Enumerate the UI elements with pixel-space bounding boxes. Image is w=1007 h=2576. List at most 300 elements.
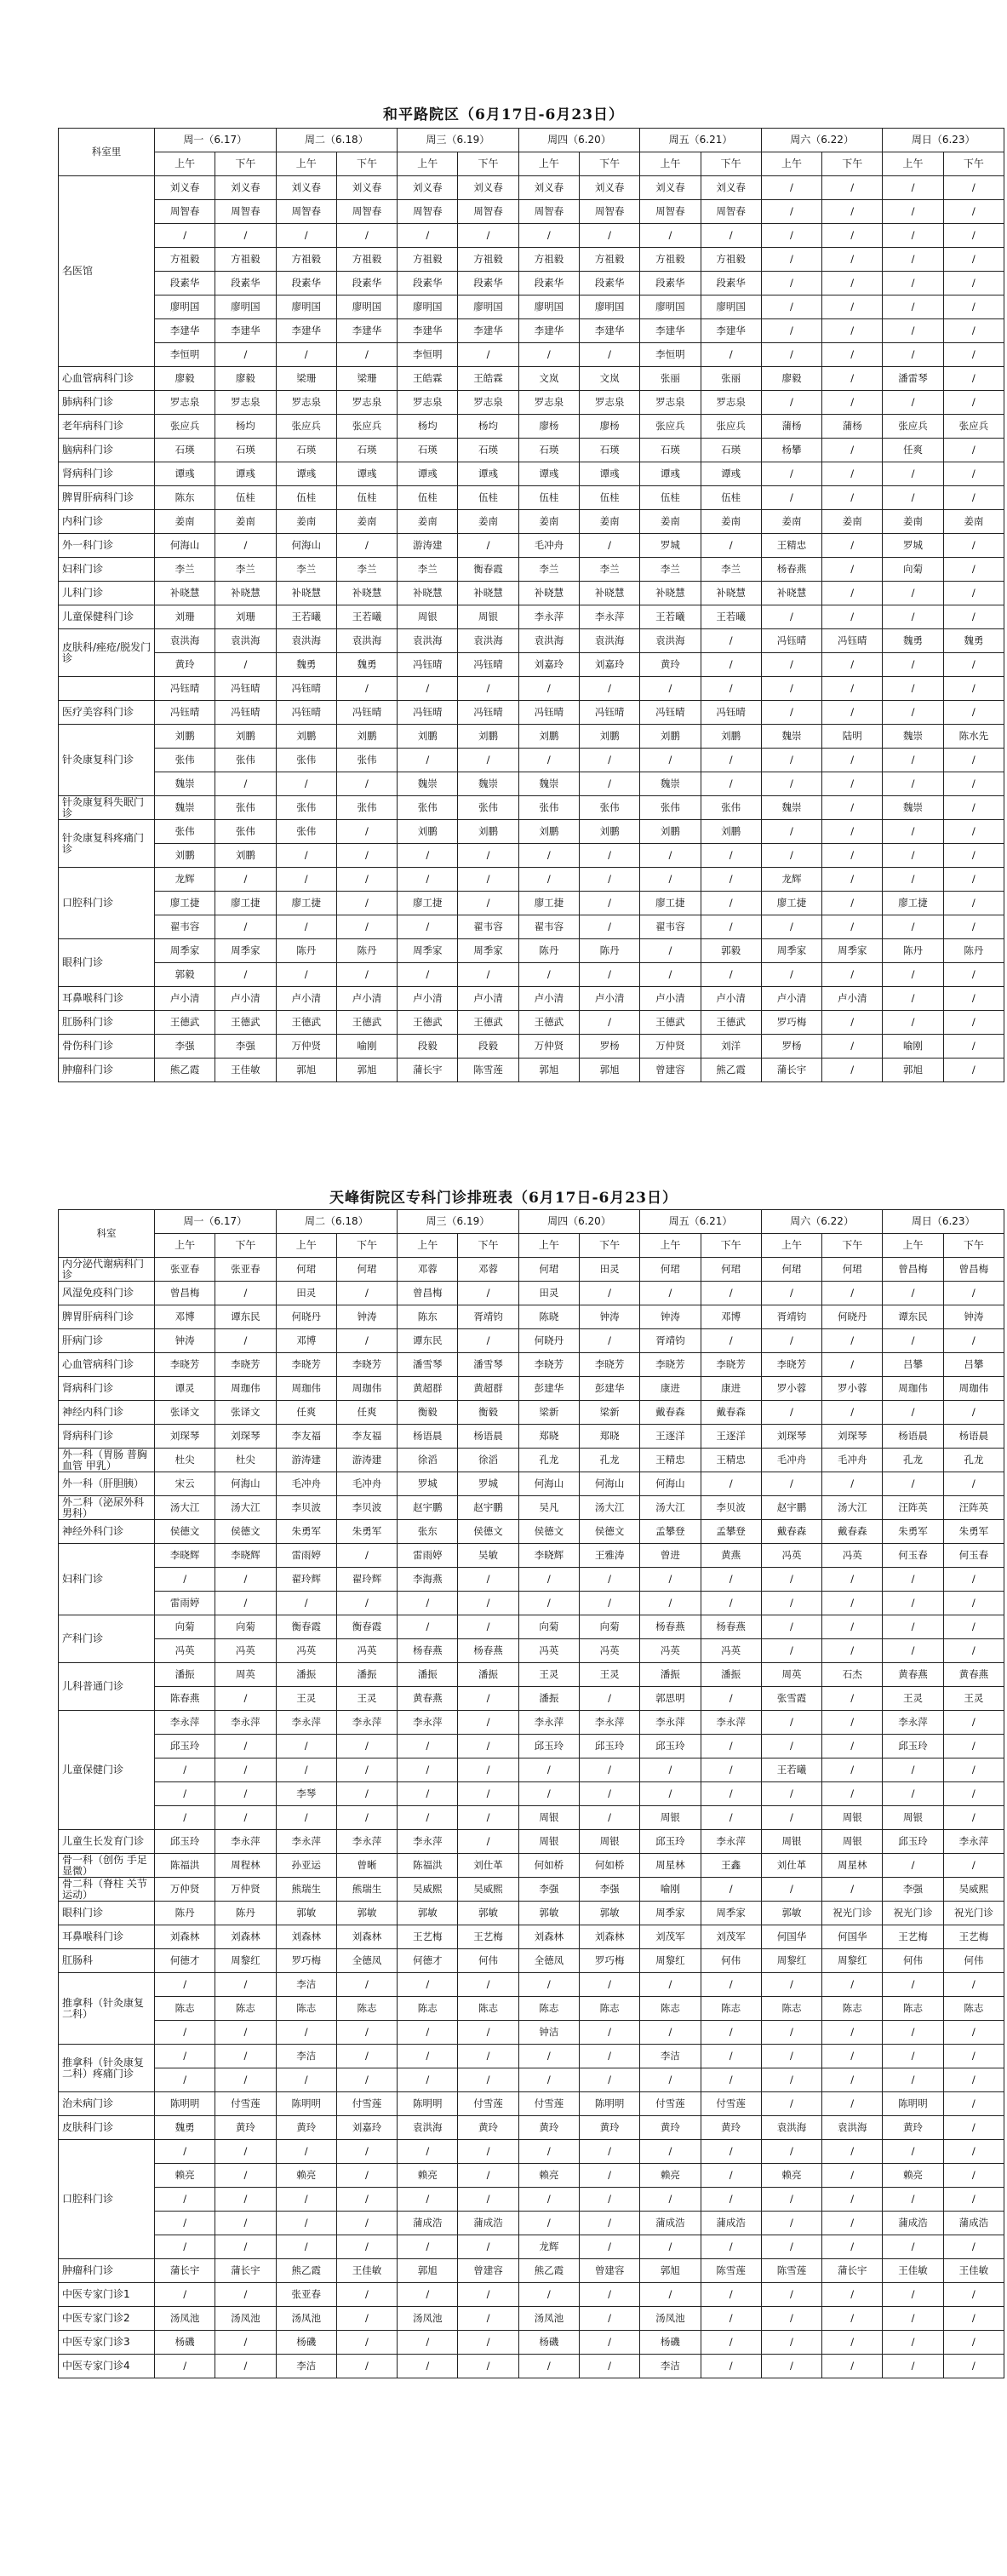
doctor-cell: /: [822, 2140, 883, 2164]
table-row: [59, 582, 1004, 605]
doctor-cell: /: [822, 1687, 883, 1711]
doctor-cell: 张亚春: [276, 2283, 336, 2307]
doctor-cell: /: [701, 1878, 761, 1902]
table-row: [59, 1735, 1004, 1758]
doctor-cell: 谭彧: [701, 462, 761, 486]
doctor-cell: /: [761, 749, 821, 772]
doctor-cell: 张伟: [276, 820, 336, 844]
doctor-cell: 魏崇: [883, 725, 943, 749]
doctor-cell: 朱勇军: [276, 1520, 336, 1544]
table-row: [59, 725, 1004, 749]
doctor-cell: 黄超群: [458, 1377, 518, 1401]
doctor-cell: 李兰: [155, 558, 215, 582]
doctor-cell: 何珺: [701, 1258, 761, 1282]
doctor-cell: /: [640, 749, 701, 772]
doctor-cell: /: [398, 868, 458, 892]
doctor-cell: /: [579, 1806, 639, 1830]
table-row: [59, 558, 1004, 582]
doctor-cell: 陈志: [276, 1997, 336, 2021]
doctor-cell: /: [822, 319, 883, 343]
doctor-cell: /: [215, 2164, 276, 2188]
doctor-cell: 潘振: [276, 1663, 336, 1687]
table-row: [59, 749, 1004, 772]
doctor-cell: 方祖毅: [336, 248, 397, 272]
doctor-cell: /: [883, 1329, 943, 1353]
doctor-cell: /: [579, 677, 639, 701]
doctor-cell: 衡春霞: [458, 558, 518, 582]
doctor-cell: 何伟: [943, 1949, 1004, 1973]
doctor-cell: 冯钰晴: [336, 701, 397, 725]
doctor-cell: 姜南: [215, 510, 276, 534]
doctor-cell: 刘嘉玲: [518, 653, 579, 677]
doctor-cell: 石杰: [822, 1663, 883, 1687]
doctor-cell: 曾昌梅: [398, 1282, 458, 1305]
table-row: [59, 1949, 1004, 1973]
doctor-cell: 潘雪琴: [458, 1353, 518, 1377]
doctor-cell: /: [276, 224, 336, 248]
doctor-cell: 郭旭: [640, 2259, 701, 2283]
doctor-cell: 郭旭: [518, 1059, 579, 1082]
doctor-cell: 刘仕革: [458, 1854, 518, 1878]
doctor-cell: 周智春: [518, 200, 579, 224]
doctor-cell: 杨均: [398, 415, 458, 439]
doctor-cell: 姜南: [276, 510, 336, 534]
header-afternoon: 下午: [336, 152, 397, 176]
doctor-cell: 郭旭: [336, 1059, 397, 1082]
doctor-cell: /: [579, 868, 639, 892]
doctor-cell: 李恒明: [155, 343, 215, 367]
doctor-cell: 蒲长宇: [215, 2259, 276, 2283]
dept-name: 肾病科门诊: [59, 1425, 155, 1449]
dept-name: 外一科（胃肠 普胸 血管 甲乳）: [59, 1449, 155, 1472]
doctor-cell: 戴春森: [640, 1401, 701, 1425]
doctor-cell: /: [822, 1592, 883, 1615]
doctor-cell: /: [822, 439, 883, 462]
doctor-cell: 刘森林: [518, 1925, 579, 1949]
doctor-cell: /: [336, 2021, 397, 2045]
doctor-cell: 石瑛: [155, 439, 215, 462]
doctor-cell: /: [822, 1329, 883, 1353]
doctor-cell: 伍桂: [579, 486, 639, 510]
doctor-cell: 周季家: [640, 1902, 701, 1925]
doctor-cell: 罗志泉: [458, 391, 518, 415]
doctor-cell: /: [215, 1568, 276, 1592]
doctor-cell: 李兰: [215, 558, 276, 582]
doctor-cell: 刘森林: [579, 1925, 639, 1949]
doctor-cell: 陈志: [579, 1997, 639, 2021]
doctor-cell: 陈志: [215, 1997, 276, 2021]
doctor-cell: /: [822, 176, 883, 200]
dept-name: 肝病门诊: [59, 1329, 155, 1353]
doctor-cell: 邱玉玲: [640, 1830, 701, 1854]
doctor-cell: 陈志: [701, 1997, 761, 2021]
table-row: [59, 892, 1004, 915]
doctor-cell: /: [943, 844, 1004, 868]
doctor-cell: 刘鹏: [458, 725, 518, 749]
doctor-cell: 罗志泉: [518, 391, 579, 415]
doctor-cell: 任爽: [276, 1401, 336, 1425]
doctor-cell: 赵宇鹏: [761, 1496, 821, 1520]
doctor-cell: /: [701, 653, 761, 677]
doctor-cell: 刘鹏: [701, 820, 761, 844]
doctor-cell: 廖明国: [276, 295, 336, 319]
table-row: [59, 272, 1004, 295]
doctor-cell: /: [336, 2068, 397, 2092]
doctor-cell: /: [215, 772, 276, 796]
doctor-cell: 杨磯: [518, 2331, 579, 2355]
doctor-cell: /: [883, 677, 943, 701]
doctor-cell: 周智春: [701, 200, 761, 224]
doctor-cell: /: [458, 1329, 518, 1353]
doctor-cell: 李强: [579, 1878, 639, 1902]
doctor-cell: /: [822, 844, 883, 868]
doctor-cell: 钟涛: [943, 1305, 1004, 1329]
doctor-cell: 冯英: [276, 1639, 336, 1663]
doctor-cell: 王德武: [701, 1011, 761, 1035]
doctor-cell: /: [518, 2188, 579, 2212]
doctor-cell: 补晓慧: [336, 582, 397, 605]
doctor-cell: /: [822, 1615, 883, 1639]
table-row: [59, 1925, 1004, 1949]
doctor-cell: 汪阵英: [943, 1496, 1004, 1520]
header-morning: 上午: [761, 1234, 821, 1258]
doctor-cell: /: [398, 2021, 458, 2045]
doctor-cell: /: [761, 272, 821, 295]
header-day: 周一（6.17）: [155, 129, 277, 152]
doctor-cell: /: [579, 1973, 639, 1997]
doctor-cell: /: [579, 2140, 639, 2164]
doctor-cell: 钟涛: [579, 1305, 639, 1329]
table-row: [59, 367, 1004, 391]
doctor-cell: 郑晓: [579, 1425, 639, 1449]
doctor-cell: /: [215, 1687, 276, 1711]
dept-name: 推拿科（针灸康复二科）疼痛门诊: [59, 2045, 155, 2092]
doctor-cell: 补晓慧: [398, 582, 458, 605]
doctor-cell: 周星林: [640, 1854, 701, 1878]
doctor-cell: 周季家: [761, 939, 821, 963]
doctor-cell: 吴凡: [518, 1496, 579, 1520]
doctor-cell: 张丽: [701, 367, 761, 391]
header-day: 周二（6.18）: [276, 129, 398, 152]
header-afternoon: 下午: [579, 1234, 639, 1258]
doctor-cell: 段素华: [640, 272, 701, 295]
doctor-cell: 石瑛: [215, 439, 276, 462]
doctor-cell: /: [701, 629, 761, 653]
dept-name: 中医专家门诊1: [59, 2283, 155, 2307]
doctor-cell: 张伟: [458, 796, 518, 820]
table-row: [59, 1782, 1004, 1806]
doctor-cell: /: [579, 1282, 639, 1305]
doctor-cell: 曾建容: [640, 1059, 701, 1082]
doctor-cell: /: [822, 2021, 883, 2045]
doctor-cell: /: [943, 1758, 1004, 1782]
doctor-cell: 廖明国: [640, 295, 701, 319]
dept-name: 骨一科（创伤 手足 显微）: [59, 1854, 155, 1878]
doctor-cell: 陈志: [518, 1997, 579, 2021]
table-row: [59, 2331, 1004, 2355]
doctor-cell: 张应兵: [336, 415, 397, 439]
doctor-cell: 周季家: [822, 939, 883, 963]
doctor-cell: 卢小清: [276, 987, 336, 1011]
doctor-cell: /: [458, 1806, 518, 1830]
doctor-cell: /: [155, 1568, 215, 1592]
doctor-cell: /: [761, 2140, 821, 2164]
doctor-cell: 张伟: [640, 796, 701, 820]
doctor-cell: /: [398, 2283, 458, 2307]
doctor-cell: /: [336, 2045, 397, 2068]
doctor-cell: 李贝波: [336, 1496, 397, 1520]
doctor-cell: /: [761, 844, 821, 868]
dept-name: 神经内科门诊: [59, 1401, 155, 1425]
doctor-cell: /: [458, 2021, 518, 2045]
doctor-cell: /: [458, 2307, 518, 2331]
doctor-cell: /: [398, 1782, 458, 1806]
doctor-cell: 谭彧: [155, 462, 215, 486]
doctor-cell: 杨语晨: [458, 1425, 518, 1449]
doctor-cell: 陈明明: [155, 2092, 215, 2116]
doctor-cell: /: [155, 1758, 215, 1782]
doctor-cell: 郭敏: [398, 1902, 458, 1925]
doctor-cell: 周银: [883, 1806, 943, 1830]
doctor-cell: 方祖毅: [518, 248, 579, 272]
doctor-cell: /: [822, 653, 883, 677]
doctor-cell: 周智春: [336, 200, 397, 224]
doctor-cell: 张伟: [336, 796, 397, 820]
doctor-cell: 向菊: [155, 1615, 215, 1639]
table-row: [59, 820, 1004, 844]
doctor-cell: 补晓慧: [640, 582, 701, 605]
doctor-cell: /: [276, 1592, 336, 1615]
doctor-cell: /: [336, 2331, 397, 2355]
doctor-cell: /: [761, 2355, 821, 2378]
doctor-cell: 罗杨: [761, 1035, 821, 1059]
doctor-cell: 李永萍: [155, 1711, 215, 1735]
doctor-cell: /: [398, 1806, 458, 1830]
doctor-cell: /: [579, 892, 639, 915]
doctor-cell: /: [822, 367, 883, 391]
table-row: [59, 439, 1004, 462]
doctor-cell: /: [458, 1615, 518, 1639]
doctor-cell: 伍桂: [458, 486, 518, 510]
doctor-cell: /: [701, 1329, 761, 1353]
doctor-cell: /: [518, 677, 579, 701]
doctor-cell: /: [215, 2355, 276, 2378]
table-row: [59, 1472, 1004, 1496]
doctor-cell: /: [943, 963, 1004, 987]
doctor-cell: 廖杨: [518, 415, 579, 439]
table-row: [59, 319, 1004, 343]
table-row: [59, 415, 1004, 439]
doctor-cell: /: [822, 1472, 883, 1496]
doctor-cell: 郭毅: [701, 939, 761, 963]
doctor-cell: /: [518, 1973, 579, 1997]
doctor-cell: 罗杨: [579, 1035, 639, 1059]
doctor-cell: /: [943, 1639, 1004, 1663]
table-row: [59, 1544, 1004, 1568]
doctor-cell: 伍桂: [215, 486, 276, 510]
header-afternoon: 下午: [822, 1234, 883, 1258]
doctor-cell: /: [822, 772, 883, 796]
doctor-cell: /: [640, 844, 701, 868]
header-morning: 上午: [276, 1234, 336, 1258]
doctor-cell: /: [155, 224, 215, 248]
doctor-cell: 邓博: [276, 1329, 336, 1353]
doctor-cell: /: [155, 1973, 215, 1997]
doctor-cell: /: [883, 1973, 943, 1997]
doctor-cell: 廖毅: [215, 367, 276, 391]
doctor-cell: /: [883, 2307, 943, 2331]
doctor-cell: 罗城: [883, 534, 943, 558]
doctor-cell: 何德才: [155, 1949, 215, 1973]
doctor-cell: /: [943, 2140, 1004, 2164]
doctor-cell: /: [822, 295, 883, 319]
doctor-cell: /: [579, 1758, 639, 1782]
doctor-cell: 李永萍: [701, 1830, 761, 1854]
doctor-cell: /: [336, 772, 397, 796]
doctor-cell: /: [215, 1782, 276, 1806]
doctor-cell: 段素华: [458, 272, 518, 295]
doctor-cell: /: [761, 200, 821, 224]
dept-name: 儿科普通门诊: [59, 1663, 155, 1711]
doctor-cell: /: [701, 963, 761, 987]
doctor-cell: /: [822, 2092, 883, 2116]
doctor-cell: 何海山: [155, 534, 215, 558]
doctor-cell: /: [336, 1806, 397, 1830]
doctor-cell: 周银: [822, 1806, 883, 1830]
doctor-cell: 李晓芳: [701, 1353, 761, 1377]
doctor-cell: 黄玲: [640, 2116, 701, 2140]
doctor-cell: 黄玲: [701, 2116, 761, 2140]
doctor-cell: 张应兵: [701, 415, 761, 439]
doctor-cell: 徐滔: [458, 1449, 518, 1472]
doctor-cell: 宋云: [155, 1472, 215, 1496]
dept-name: 外一科门诊: [59, 534, 155, 558]
doctor-cell: /: [336, 2235, 397, 2259]
doctor-cell: 侯德文: [155, 1520, 215, 1544]
doctor-cell: 李兰: [579, 558, 639, 582]
dept-name: 名医馆: [59, 176, 155, 367]
doctor-cell: 补晓慧: [518, 582, 579, 605]
doctor-cell: /: [336, 1758, 397, 1782]
doctor-cell: /: [822, 1568, 883, 1592]
header-morning: 上午: [276, 152, 336, 176]
doctor-cell: 王灵: [579, 1663, 639, 1687]
doctor-cell: 段素华: [215, 272, 276, 295]
doctor-cell: 姜南: [518, 510, 579, 534]
dept-name: 神经外科门诊: [59, 1520, 155, 1544]
doctor-cell: /: [701, 224, 761, 248]
doctor-cell: 方祖毅: [640, 248, 701, 272]
doctor-cell: 衡春霞: [276, 1615, 336, 1639]
doctor-cell: 杨磯: [155, 2331, 215, 2355]
doctor-cell: 李永萍: [883, 1711, 943, 1735]
doctor-cell: /: [822, 224, 883, 248]
dept-name: 眼科门诊: [59, 1902, 155, 1925]
doctor-cell: 冯钰晴: [215, 701, 276, 725]
doctor-cell: /: [336, 963, 397, 987]
doctor-cell: /: [336, 1782, 397, 1806]
doctor-cell: 彭建华: [518, 1377, 579, 1401]
doctor-cell: 何如桥: [579, 1854, 639, 1878]
doctor-cell: /: [883, 462, 943, 486]
doctor-cell: /: [518, 2283, 579, 2307]
doctor-cell: 陈丹: [579, 939, 639, 963]
doctor-cell: 邓蓉: [458, 1258, 518, 1282]
doctor-cell: /: [640, 1758, 701, 1782]
doctor-cell: 廖工捷: [155, 892, 215, 915]
dept-name: 风湿免疫科门诊: [59, 1282, 155, 1305]
doctor-cell: 李永萍: [336, 1711, 397, 1735]
doctor-cell: /: [761, 1639, 821, 1663]
table-row: [59, 915, 1004, 939]
doctor-cell: 杨磯: [640, 2331, 701, 2355]
table-row: [59, 1639, 1004, 1663]
doctor-cell: 周季家: [155, 939, 215, 963]
doctor-cell: /: [883, 486, 943, 510]
doctor-cell: /: [701, 2307, 761, 2331]
doctor-cell: /: [336, 2164, 397, 2188]
doctor-cell: /: [215, 653, 276, 677]
header-day: 周三（6.19）: [398, 1210, 519, 1234]
doctor-cell: /: [761, 391, 821, 415]
doctor-cell: 李建华: [336, 319, 397, 343]
dept-name: 肾病科门诊: [59, 462, 155, 486]
doctor-cell: 黄燕: [701, 1544, 761, 1568]
doctor-cell: /: [336, 2212, 397, 2235]
doctor-cell: /: [518, 868, 579, 892]
doctor-cell: /: [761, 462, 821, 486]
doctor-cell: 钟涛: [640, 1305, 701, 1329]
doctor-cell: 张应兵: [883, 415, 943, 439]
doctor-cell: /: [215, 1329, 276, 1353]
header-morning: 上午: [640, 152, 701, 176]
doctor-cell: 戴春森: [761, 1520, 821, 1544]
doctor-cell: /: [761, 2021, 821, 2045]
doctor-cell: 朱勇军: [943, 1520, 1004, 1544]
doctor-cell: /: [701, 749, 761, 772]
doctor-cell: 胥靖钧: [761, 1305, 821, 1329]
dept-name: 肛肠科: [59, 1949, 155, 1973]
doctor-cell: 刘鹏: [398, 725, 458, 749]
doctor-cell: 罗小蓉: [761, 1377, 821, 1401]
doctor-cell: 翟韦容: [458, 915, 518, 939]
doctor-cell: /: [215, 1806, 276, 1830]
doctor-cell: 袁洪海: [398, 2116, 458, 2140]
table-row: [59, 2164, 1004, 2188]
doctor-cell: 廖工捷: [518, 892, 579, 915]
doctor-cell: /: [398, 224, 458, 248]
doctor-cell: 魏勇: [883, 629, 943, 653]
doctor-cell: /: [761, 772, 821, 796]
doctor-cell: /: [883, 582, 943, 605]
doctor-cell: /: [883, 224, 943, 248]
doctor-cell: /: [822, 2188, 883, 2212]
doctor-cell: /: [398, 1615, 458, 1639]
doctor-cell: /: [822, 677, 883, 701]
doctor-cell: 郭思明: [640, 1687, 701, 1711]
dept-name: 外一科（肝胆胰）: [59, 1472, 155, 1496]
doctor-cell: 刘义春: [701, 176, 761, 200]
doctor-cell: /: [701, 343, 761, 367]
dept-name: 妇科门诊: [59, 1544, 155, 1615]
doctor-cell: 万仲贤: [640, 1035, 701, 1059]
doctor-cell: 李永萍: [276, 1830, 336, 1854]
doctor-cell: 蒲成浩: [640, 2212, 701, 2235]
header-morning: 上午: [761, 152, 821, 176]
doctor-cell: 刘茂军: [701, 1925, 761, 1949]
doctor-cell: 李强: [518, 1878, 579, 1902]
doctor-cell: /: [215, 868, 276, 892]
